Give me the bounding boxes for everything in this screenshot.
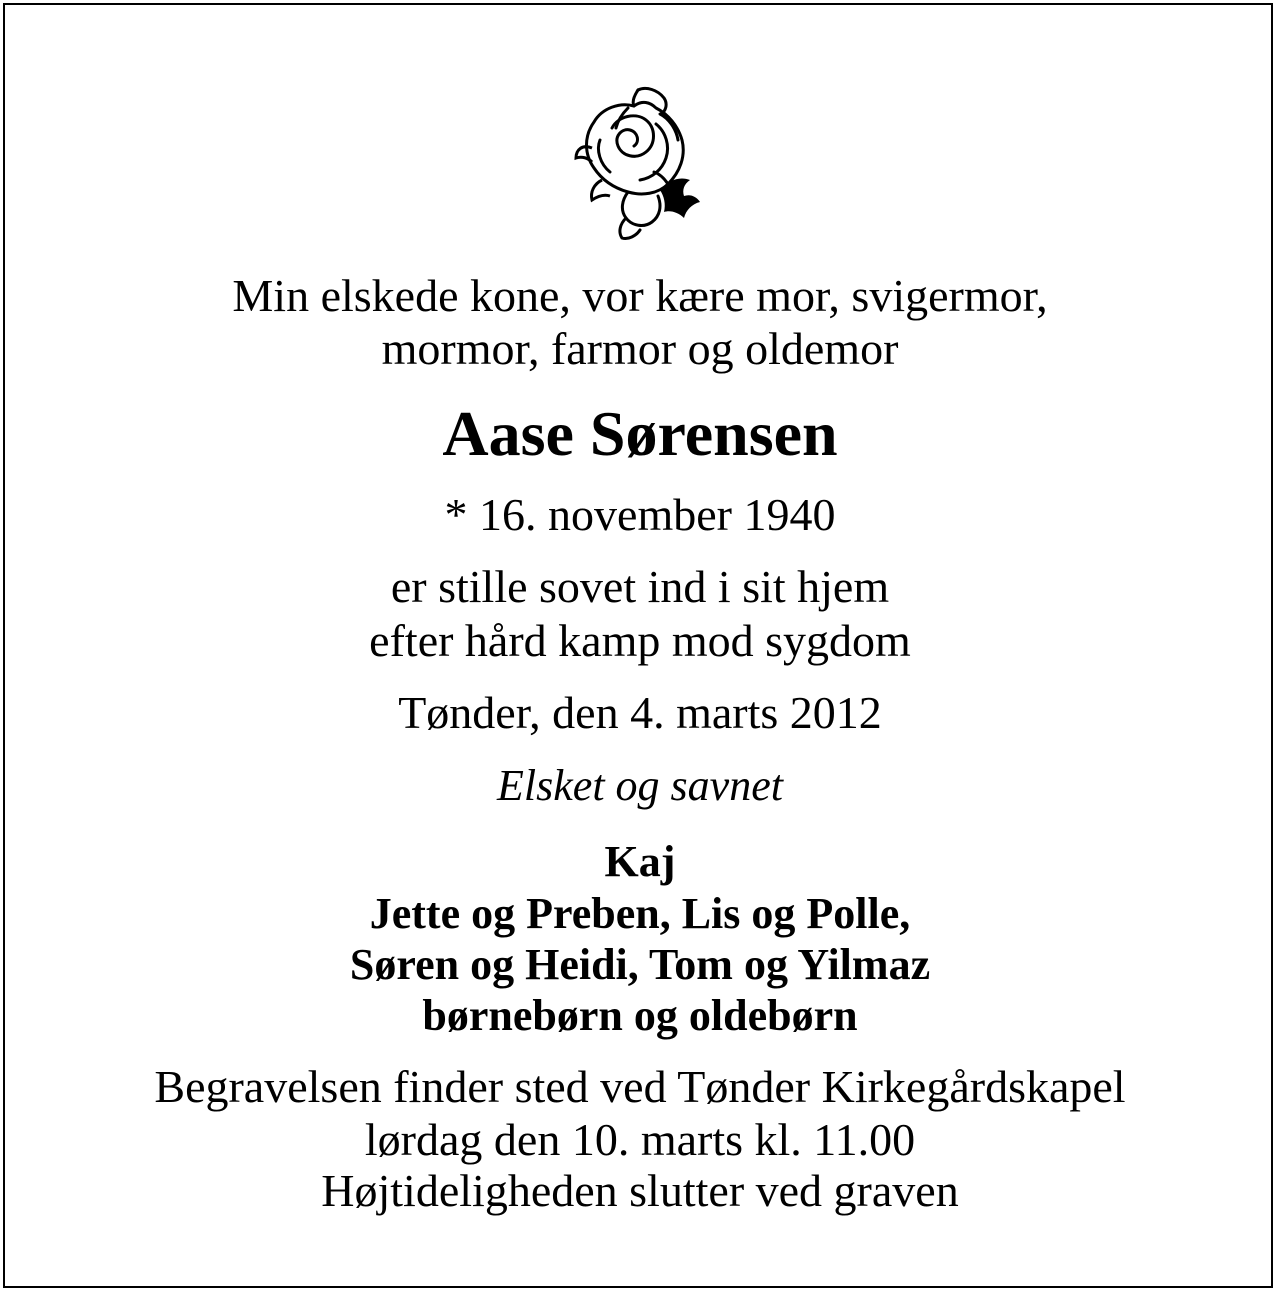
place-date: Tønder, den 4. marts 2012 (398, 687, 882, 738)
passing-line-2: efter hård kamp mod sygdom (369, 615, 911, 666)
family-line-1: Kaj (604, 837, 676, 886)
rose-icon (572, 84, 708, 242)
funeral-line-2: lørdag den 10. marts kl. 11.00 (364, 1114, 916, 1165)
birth-date: * 16. november 1940 (444, 489, 836, 540)
family-line-4: børnebørn og oldebørn (422, 991, 858, 1040)
farewell-text: Elsket og savnet (497, 761, 783, 810)
deceased-name: Aase Sørensen (442, 398, 838, 469)
passing-line-1: er stille sovet ind i sit hjem (390, 561, 890, 612)
family-line-2: Jette og Preben, Lis og Polle, (369, 889, 911, 938)
funeral-line-3: Højtideligheden slutter ved graven (321, 1165, 959, 1216)
family-line-3: Søren og Heidi, Tom og Yilmaz (349, 940, 931, 989)
intro-line-2: mormor, farmor og oldemor (381, 323, 899, 374)
intro-line-1: Min elskede kone, vor kære mor, svigermor, (232, 270, 1048, 321)
funeral-line-1: Begravelsen finder sted ved Tønder Kirkegårdskapel (154, 1061, 1126, 1112)
